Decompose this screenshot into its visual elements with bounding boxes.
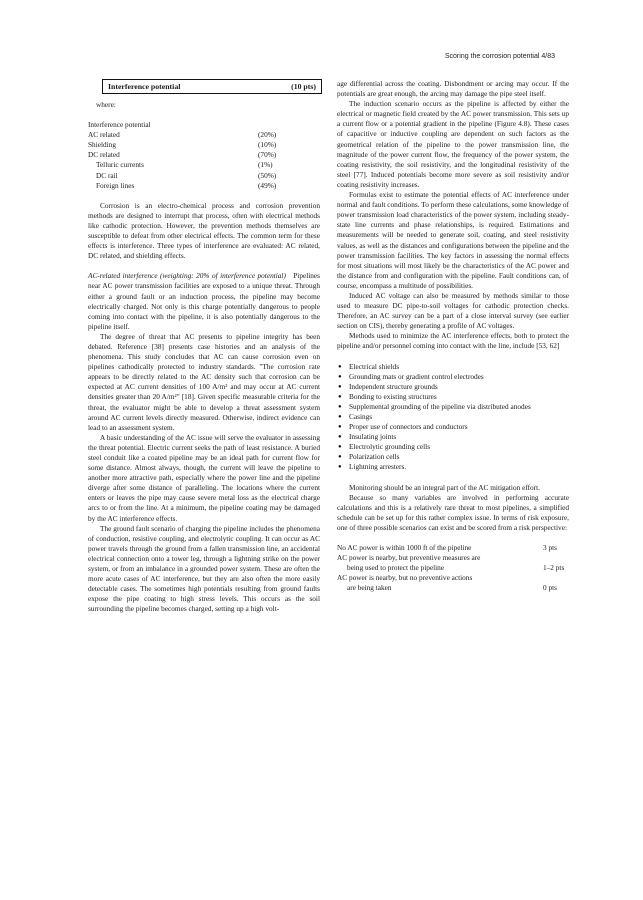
where-label: where: <box>96 100 116 109</box>
paragraph: Methods used to minimize the AC interference effects, both to protect the pipeline and/or personnel coming into contact with the line, include [53, 62] <box>337 331 569 351</box>
mitigation-list <box>337 362 569 473</box>
weight-label: DC rail <box>96 170 118 180</box>
schedule-row <box>337 583 569 593</box>
list-item: ● Supplemental grounding of the pipeline via distributed anodes <box>337 402 569 412</box>
list-item: ● Insulating joints <box>337 432 569 442</box>
weight-pct: (10%) <box>258 140 277 150</box>
box-title: Interference potential <box>108 82 181 91</box>
schedule-text: AC power is nearby, but preventive measures are <box>337 553 481 563</box>
list-item: ● Independent structure grounds <box>337 382 569 392</box>
running-head: Scoring the corrosion potential 4/83 <box>444 53 555 60</box>
weight-row <box>88 171 320 181</box>
schedule-text: are being taken <box>347 583 392 593</box>
paragraph-text: Pipelines near AC power transmission facilities are exposed to a unique threat. Through either a ground fault or an induction process, the pipeline may become electrically charged. Not only is this charge potentially dangerous to people coming into contact with the pipeline, it is also potentially dangerous to the pipeline itself. <box>88 271 320 331</box>
paragraph: The induction scenario occurs as the pipeline is affected by either the electrical or magnetic field created by the AC power transmission. This sets up a current flow or a potential gradient in the pipeline (Figure 4.8). These cases of capacitive or inductive coupling are dependent on such factors as the geometrical relation of the pipeline to the power transmission line, the magnitude of the power current flow, the frequency of the power system, the coating resistivity, the soil resistivity, and the longitudinal resistivity of the steel [77]. Induced potentials become more severe as soil resistivity and/or coating resistivity increases. <box>337 99 569 189</box>
list-item: ● Electrolytic grounding cells <box>337 442 569 452</box>
weight-row <box>88 130 320 140</box>
weight-row <box>88 140 320 150</box>
schedule-row <box>337 553 569 563</box>
schedule-text: being used to protect the pipeline <box>347 563 445 573</box>
box-points: (10 pts) <box>291 82 316 91</box>
weight-label: Interference potential <box>88 120 151 130</box>
weight-label: DC related <box>88 150 120 160</box>
left-column <box>88 79 320 615</box>
schedule-text: AC power is nearby, but no preventive actions <box>337 573 473 583</box>
list-item: ● Polarization cells <box>337 452 569 462</box>
weight-row <box>88 160 320 170</box>
section-heading: AC-related interference (weighting: 20% of interference potential) <box>88 271 286 281</box>
weight-row <box>88 120 320 130</box>
paragraph: Because so many variables are involved in performing accurate calculations and this is a relatively rare threat to most pipelines, a simplified schedule can be set up for this rather complex issue. In terms of risk exposure, one of three possible scenarios can exist and be scored from a risk perspective: <box>337 492 569 532</box>
schedule-row <box>337 543 569 553</box>
paragraph: The ground fault scenario of charging the pipeline includes the phenomena of conduction, resistive coupling, and electrolytic coupling. It can occur as AC power travels through the ground from a fallen transmission line, an accidental electrical connection onto a tower leg, through a lightning strike on the power system, or from an imbalance in a grounded power system. These are often the more acute cases of AC interference, but they are also often the more easily detectable cases. The sometimes high potentials resulting from ground faults expose the pipe coating to high stress levels. This occurs as the soil surrounding the pipeline becomes charged, setting up a high volt- <box>88 523 320 614</box>
schedule-row <box>337 573 569 583</box>
schedule-row <box>337 563 569 573</box>
list-item: ● Grounding mats or gradient control electrodes <box>337 372 569 382</box>
interference-potential-box <box>102 79 322 94</box>
weight-pct: (20%) <box>258 130 277 140</box>
list-item: ● Casings <box>337 412 569 422</box>
weight-pct: (49%) <box>258 180 277 190</box>
weights-list <box>88 120 320 191</box>
schedule-points: 3 pts <box>543 543 557 553</box>
weight-row <box>88 181 320 191</box>
list-item: ● Bonding to existing structures <box>337 392 569 402</box>
weight-pct <box>258 120 298 130</box>
weight-label: Foreign lines <box>96 180 135 190</box>
paragraph: Monitoring should be an integral part of the AC mitigation effort. <box>349 482 540 492</box>
right-column <box>337 79 569 594</box>
schedule-points: 1–2 pts <box>543 563 565 573</box>
paragraph: The degree of threat that AC presents to pipeline integrity has been debated. Reference [38] presents case histories and an analysis of the phenomena. This study concludes that AC can cause corrosion even on pipelines cathodically protected to industry standards. "The corrosion rate appears to be directly related to the AC density such that corrosion can be expected at AC current densities of 100 A/m² and may occur at AC current densities greater than 20 A/m²" [18]. Given specific measurable criteria for the threat, the evaluator might be able to develop a threat assessment system around AC current levels directly measured. Otherwise, indirect evidence can lead to an assessment system. <box>88 331 320 432</box>
weight-row <box>88 150 320 160</box>
weight-label: Telluric currents <box>96 160 144 170</box>
paragraph <box>88 271 320 332</box>
weight-label: Shielding <box>88 140 116 150</box>
list-item: ● Proper use of connectors and conductors <box>337 422 569 432</box>
paragraph: A basic understanding of the AC issue will serve the evaluator in assessing the threat potential. Electric current seeks the path of least resistance. A buried steel conduit like a coated pipeline may be an ideal path for current flow for some distance. Almost always, though, the current will leave the pipeline to another more attractive path, especially where the power line and the pipeline diverge after some distance of paralleling. The locations where the current enters or leaves the pipe may cause severe metal loss as the electrical charge arcs to or from the line. At a minimum, the pipeline coating may be damaged by the AC interference effects. <box>88 432 320 523</box>
weight-pct: (70%) <box>258 150 277 160</box>
schedule-text: No AC power is within 1000 ft of the pipeline <box>337 543 472 553</box>
paragraph: Formulas exist to estimate the potential effects of AC interference under normal and fault conditions. To perform these calculations, some knowledge of power transmission load characteristics of the power system, including steady-state line currents and phase relationships, is required. Estimations and measurements will be needed to generate soil, coating, and steel resistivity values, as well as the distances and configurations between the pipeline and the power transmission facilities. The key factors in assessing the normal effects for most situations will most likely be the characteristics of the AC power and the distance from and configuration with the pipeline. Fault conditions can, of course, encompass a multitude of possibilities. <box>337 190 569 290</box>
weight-pct: (1%) <box>258 160 273 170</box>
scoring-schedule <box>337 543 569 593</box>
weight-label: AC related <box>88 130 120 140</box>
weight-pct: (50%) <box>258 170 277 180</box>
paragraph: Induced AC voltage can also be measured by methods similar to those used to measure DC pipe-to-soil voltages for cathodic protection checks. Therefore, an AC survey can be a part of a close interval survey (see earlier section on CIS), thereby generating a profile of AC voltages. <box>337 290 569 331</box>
list-item: ● Lightning arresters. <box>337 462 569 472</box>
schedule-points: 0 pts <box>543 583 557 593</box>
paragraph: Corrosion is an electro-chemical process and corrosion prevention methods are designed to interrupt that process, often with electrical methods like cathodic protection. However, the prevention methods themselves are susceptible to defeat from other electrical effects. The common term for these effects is interference. Three types of interference are evaluated: AC related, DC related, and shielding effects. <box>88 200 320 261</box>
paragraph: age differential across the coating. Disbondment or arcing may occur. If the potentials are great enough, the arcing may damage the pipe steel itself. <box>337 79 569 99</box>
list-item: ● Electrical shields <box>337 362 569 372</box>
